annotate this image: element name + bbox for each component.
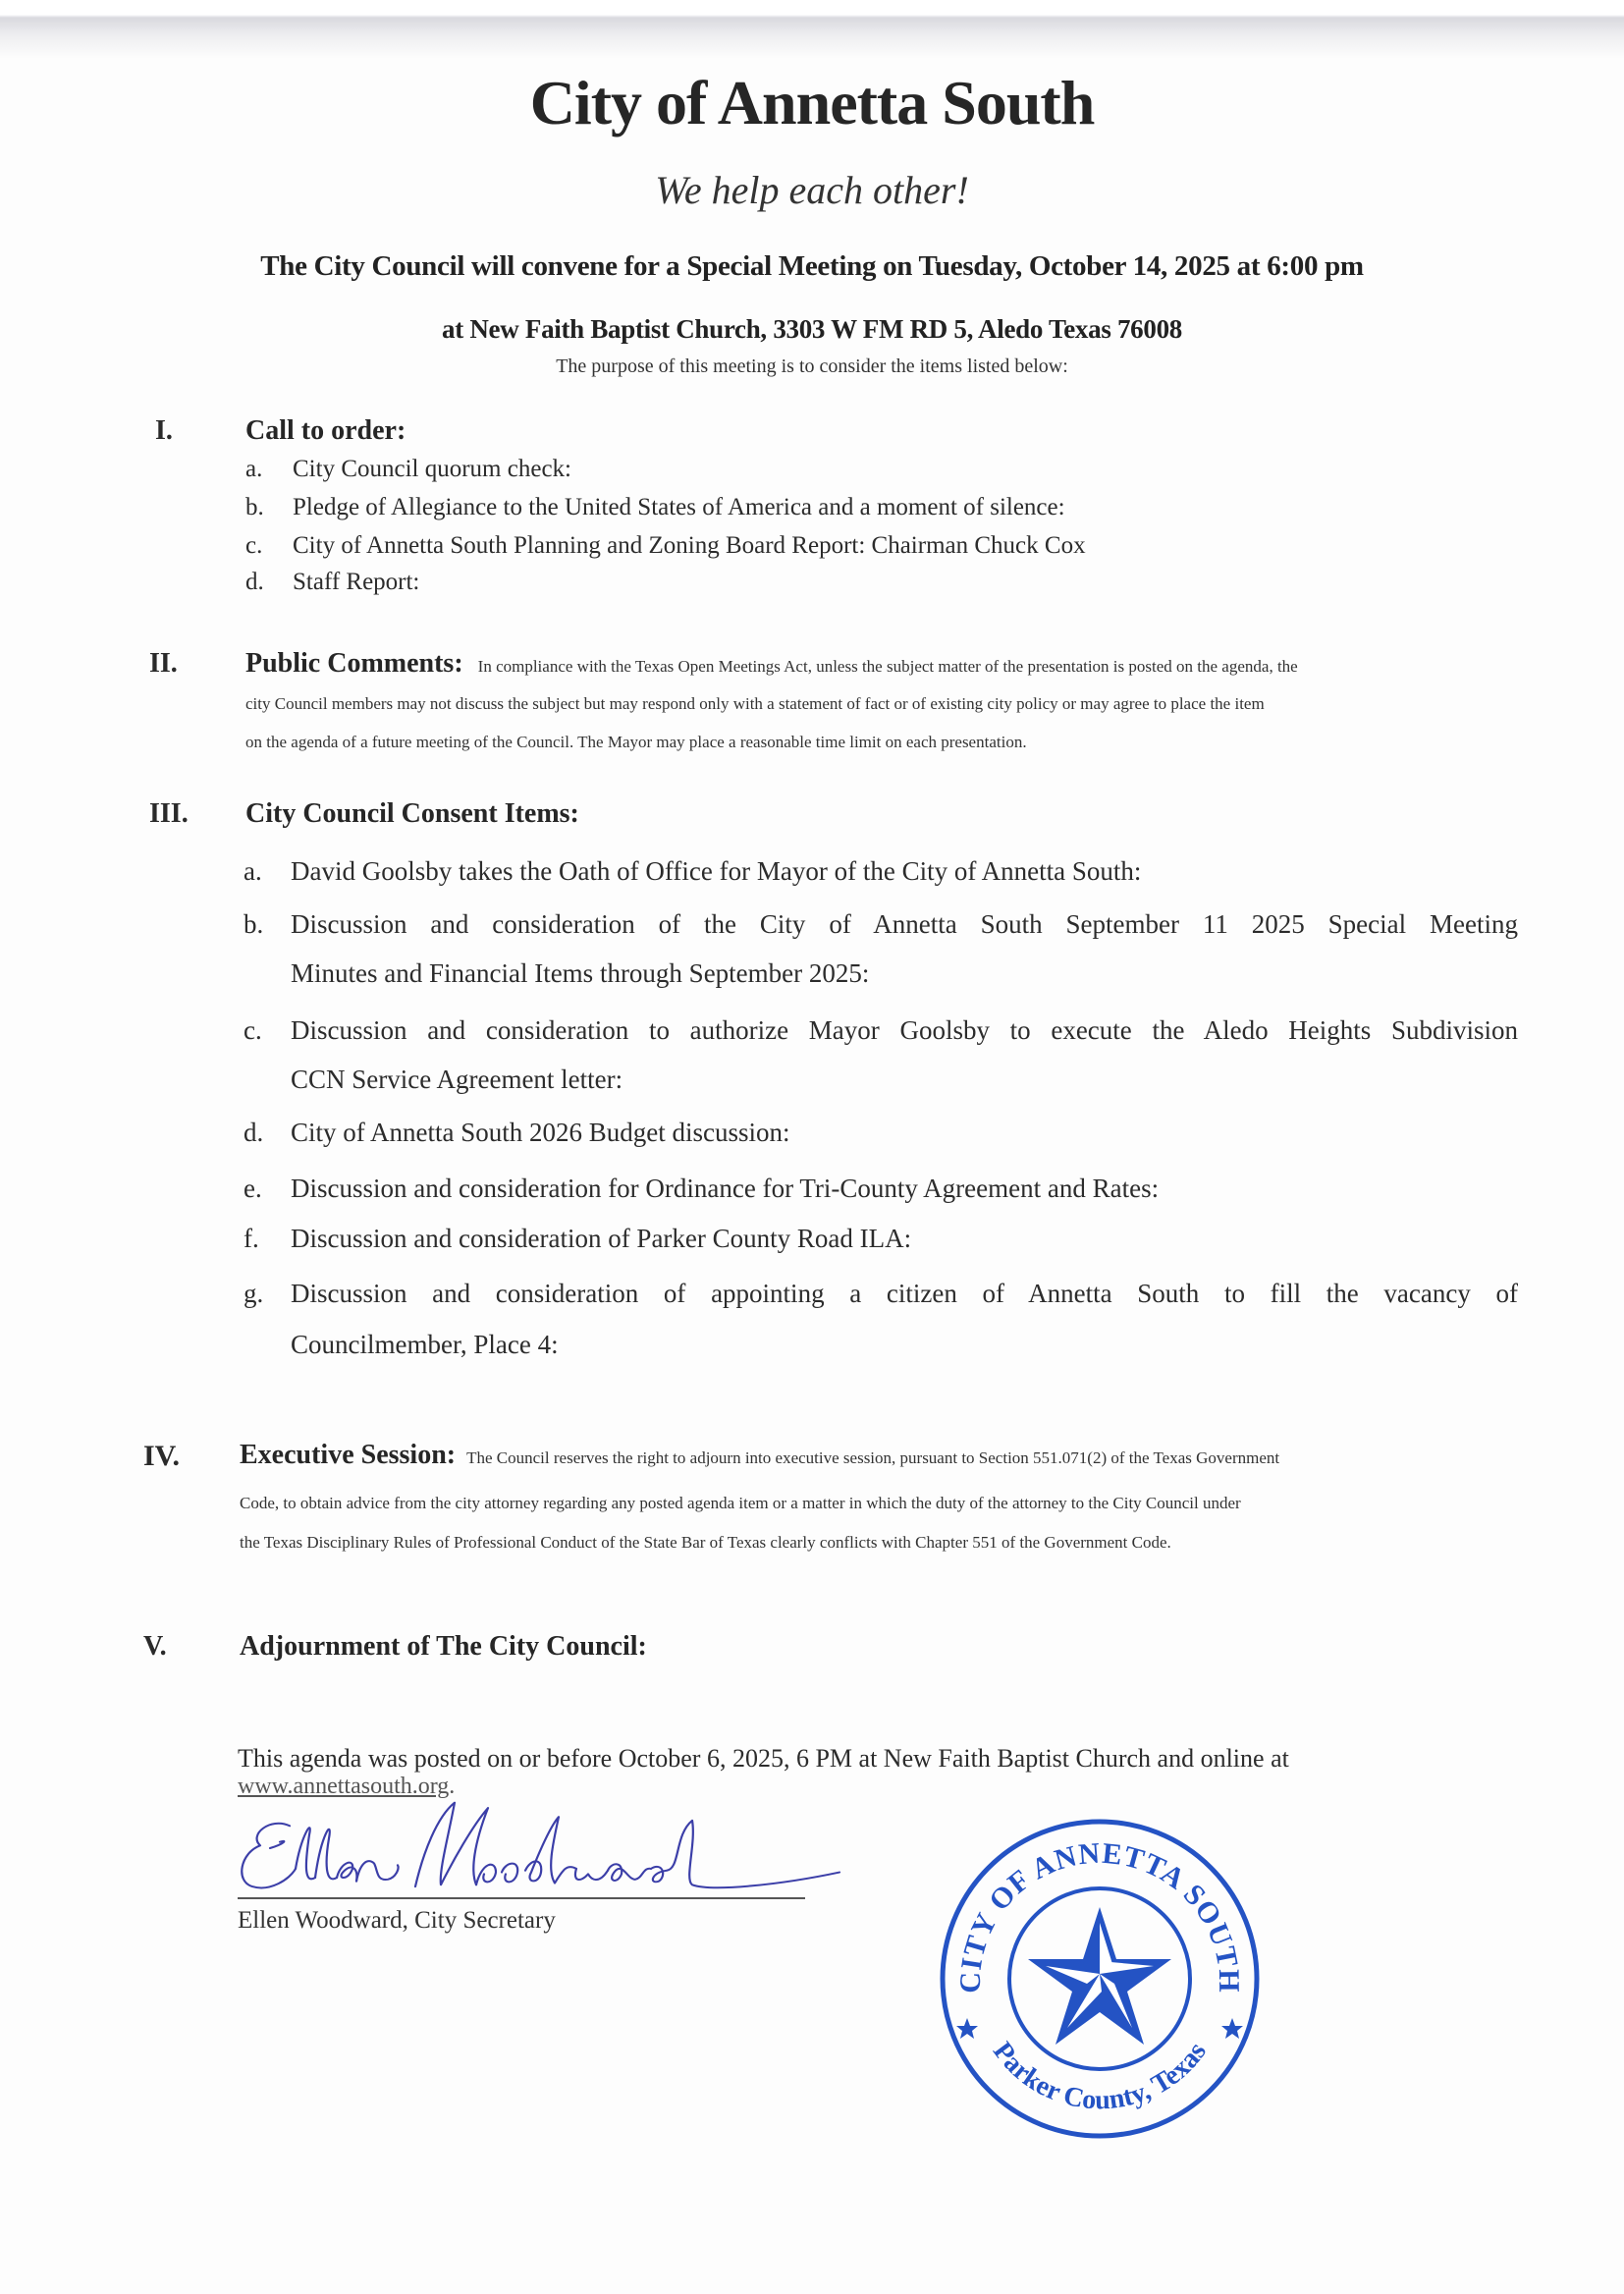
item-text: Discussion and consideration to authorize Mayor Goolsby to execute the Aledo Heights Subdivision [291,1015,1518,1045]
section-heading-text: Executive Session: [240,1440,457,1470]
item-letter: c. [244,1015,262,1045]
scan-top-shadow [0,0,1624,59]
item-letter: b. [244,909,264,939]
url-period: . [449,1774,456,1799]
paragraph-line: the Texas Disciplinary Rules of Professional Conduct of the State Bar of Texas clearly conflicts with Chapter 551 of the Government Code. [240,1533,1171,1552]
seal-small-star-icon [956,2018,1243,2039]
city-seal [938,1817,1262,2141]
seal-top-text: CITY OF ANNETTA SOUTH [953,1836,1246,1994]
signature-line [238,1897,805,1899]
item-text: Pledge of Allegiance to the United States of America and a moment of silence: [293,494,1065,520]
meeting-address: at New Faith Baptist Church, 3303 W FM RD 5, Aledo Texas 76008 [442,314,1182,344]
item-text: Discussion and consideration of the City of Annetta South September 11 2025 Special Meeting [291,909,1518,939]
section-numeral: I. [155,415,173,446]
posting-url-line [238,1774,455,1799]
section-heading-text: Public Comments: [245,648,463,679]
item-letter: d. [244,1118,264,1147]
item-letter: c. [245,532,263,559]
seal-star-icon [1028,1907,1171,2045]
item-letter: e. [244,1174,262,1203]
item-letter: a. [245,456,263,482]
item-text: Discussion and consideration of appointing a citizen of Annetta South to fill the vacancy of [291,1279,1518,1308]
paragraph-line: Code, to obtain advice from the city attorney regarding any posted agenda item or a matter in which the duty of the attorney to the City Council under [240,1494,1241,1512]
section-numeral: V. [143,1631,167,1662]
paragraph-line: city Council members may not discuss the subject but may respond only with a statement of fact or of existing city policy or may agree to place the item [245,694,1265,713]
item-text-continued: Councilmember, Place 4: [291,1330,559,1359]
item-text: David Goolsby takes the Oath of Office for Mayor of the City of Annetta South: [291,856,1142,886]
item-letter: a. [244,856,262,886]
item-text: Discussion and consideration for Ordinance for Tri-County Agreement and Rates: [291,1174,1160,1203]
section-heading: City Council Consent Items: [245,798,579,829]
section-numeral: II. [149,648,178,679]
seal-bottom-text: Parker County, Texas [987,2036,1213,2116]
section-heading [245,648,1298,680]
paragraph-line: on the agenda of a future meeting of the Council. The Mayor may place a reasonable time limit on each presentation. [245,733,1027,751]
item-text: City of Annetta South Planning and Zoning Board Report: Chairman Chuck Cox [293,532,1086,559]
signature-image [231,1799,859,1897]
signer-name: Ellen Woodward, City Secretary [238,1907,556,1934]
page-title: City of Annetta South [529,68,1095,137]
item-letter: b. [245,494,264,520]
website-link[interactable]: www.annettasouth.org [238,1774,450,1799]
posting-notice: This agenda was posted on or before October 6, 2025, 6 PM at New Faith Baptist Church and online at [238,1744,1289,1773]
item-text: City Council quorum check: [293,456,571,482]
item-letter: f. [244,1224,259,1253]
meeting-purpose: The purpose of this meeting is to consider the items listed below: [556,355,1068,377]
section-heading: Call to order: [245,415,406,446]
section-heading [240,1440,1279,1471]
item-text: City of Annetta South 2026 Budget discussion: [291,1118,790,1147]
section-numeral: III. [149,798,189,829]
item-text-continued: Minutes and Financial Items through September 2025: [291,958,870,988]
item-letter: d. [245,569,264,595]
item-text: Discussion and consideration of Parker County Road ILA: [291,1224,912,1253]
item-text: Staff Report: [293,569,420,595]
section-numeral: IV. [143,1440,180,1472]
paragraph-line: The Council reserves the right to adjourn into executive session, pursuant to Section 551.071(2) of the Texas Government [466,1448,1280,1467]
item-text-continued: CCN Service Agreement letter: [291,1065,623,1094]
item-letter: g. [244,1279,264,1308]
paragraph-line: In compliance with the Texas Open Meetings Act, unless the subject matter of the presentation is posted on the agenda, the [477,657,1298,676]
motto: We help each other! [655,168,969,212]
section-heading: Adjournment of The City Council: [240,1631,647,1662]
meeting-announcement: The City Council will convene for a Special Meeting on Tuesday, October 14, 2025 at 6:00 pm [260,250,1364,282]
